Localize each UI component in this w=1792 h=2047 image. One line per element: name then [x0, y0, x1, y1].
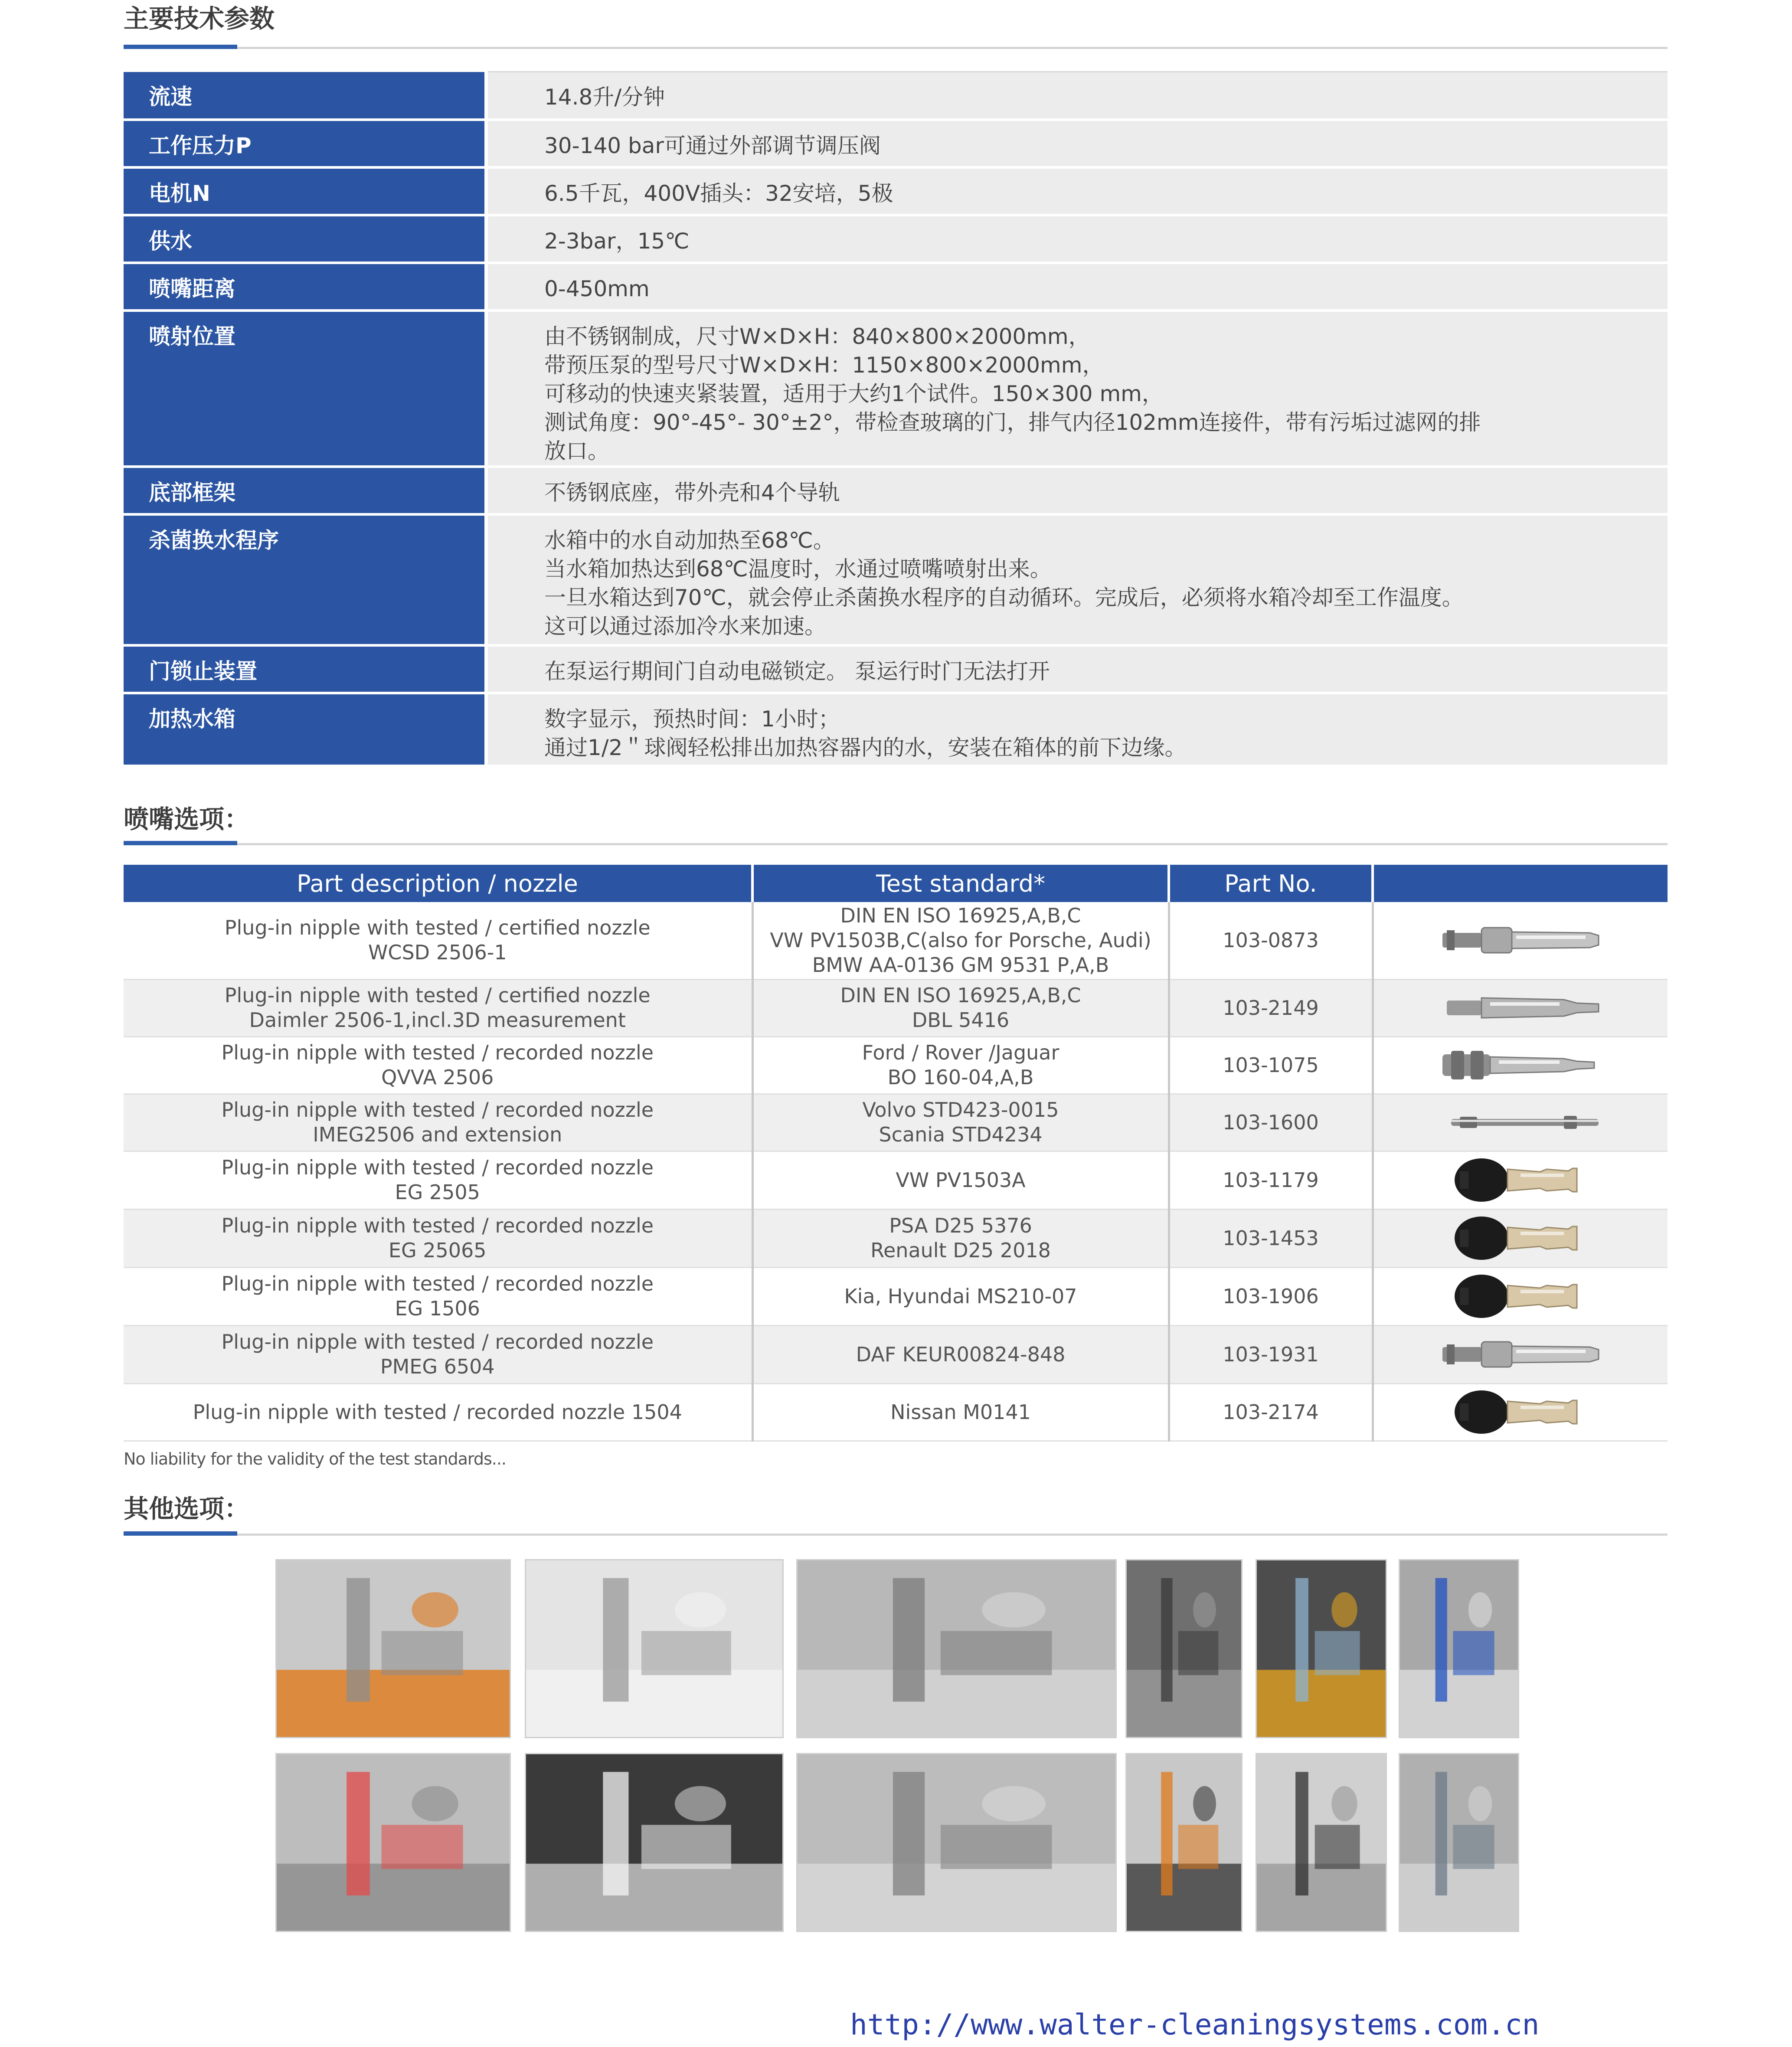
part-description-line: Plug-in nipple with tested / recorded nozzle 1504 [193, 1400, 682, 1424]
part-number-cell: 103-2174 [1169, 1383, 1373, 1441]
part-description-line: Plug-in nipple with tested / certified nozzle [224, 984, 651, 1007]
test-standard-line: Volvo STD423-0015 [862, 1098, 1059, 1122]
wheel-holder-photo [1399, 1753, 1519, 1932]
spec-table [124, 71, 1668, 767]
black-cap-nozzle-icon [1374, 1272, 1668, 1320]
part-number-cell: 103-2149 [1169, 979, 1373, 1037]
spec-row [124, 215, 1668, 263]
test-standard-cell [752, 1267, 1169, 1325]
part-number-cell: 103-1075 [1169, 1037, 1373, 1094]
black-cap-nozzle-icon [1374, 1214, 1668, 1262]
table-row [124, 1325, 1668, 1383]
spec-value-line: 通过1/2＂球阀轻松排出加热容器内的水，安装在箱体的前下边缘。 [544, 735, 1187, 760]
table-row [124, 1151, 1668, 1209]
steel-nozzle-icon [1374, 916, 1668, 964]
part-number-cell: 103-0873 [1169, 902, 1373, 979]
test-standard-line: Kia, Hyundai MS210-07 [844, 1284, 1077, 1308]
spec-value [486, 167, 1668, 215]
black-cap-nozzle-icon [1374, 1388, 1668, 1436]
table-row [124, 1037, 1668, 1094]
part-description-cell [124, 1151, 752, 1209]
test-standard-line: VW PV1503A [896, 1168, 1026, 1192]
black-cap-nozzle-icon [1374, 1156, 1668, 1204]
part-description-cell [124, 902, 752, 979]
spec-value [486, 311, 1668, 467]
extension-rod-icon [1374, 1099, 1668, 1146]
part-number-cell: 103-1179 [1169, 1151, 1373, 1209]
nozzle-image-cell [1373, 1325, 1668, 1383]
part-description-cell [124, 1209, 752, 1267]
test-standard-line: PSA D25 5376 [889, 1214, 1032, 1237]
test-standard-line: Scania STD4234 [879, 1123, 1043, 1146]
quick-nozzle-icon [1374, 1041, 1668, 1089]
test-standard-line: DBL 5416 [912, 1008, 1010, 1032]
part-number-cell: 103-1931 [1169, 1325, 1373, 1383]
spec-key: 供水 [124, 215, 486, 263]
spec-value-line: 6.5千瓦，400V插头：32安培，5极 [544, 180, 893, 206]
test-standard-cell [752, 902, 1169, 979]
laser-alignment-photo [275, 1753, 511, 1932]
col-header-part-no: Part No. [1169, 865, 1373, 902]
spec-key: 底部框架 [124, 467, 486, 514]
options-section-title: 其他选项： [124, 1494, 250, 1524]
spec-value-line: 30-140 bar可通过外部调节调压阀 [544, 133, 881, 158]
nozzle-image-cell [1373, 1151, 1668, 1209]
part-number-cell: 103-1453 [1169, 1209, 1373, 1267]
nozzle-image-cell [1373, 902, 1668, 979]
spec-title-accent [124, 45, 237, 49]
spec-value [486, 467, 1668, 514]
spec-value-line: 放口。 [544, 438, 609, 464]
preheat-pump-photo [1399, 1559, 1519, 1738]
nozzle-image-cell [1373, 1037, 1668, 1094]
footer-website-link[interactable]: http://www.walter-cleaningsystems.com.cn [850, 2008, 1540, 2041]
pump-motor-photo [525, 1559, 784, 1738]
part-description-cell [124, 1383, 752, 1441]
part-description-cell [124, 1094, 752, 1151]
turntable-fixture-photo [796, 1559, 1117, 1738]
test-standard-cell [752, 1383, 1169, 1441]
table-row [124, 1383, 1668, 1441]
spec-value-line: 当水箱加热达到68℃温度时，水通过喷嘴喷射出来。 [544, 556, 1052, 582]
spec-row [124, 467, 1668, 514]
valve-assembly-photo [1125, 1559, 1243, 1738]
part-description-line: Plug-in nipple with tested / recorded nozzle [221, 1214, 654, 1237]
spec-key: 电机N [124, 167, 486, 215]
part-description-line: EG 25065 [388, 1239, 487, 1262]
col-header-description: Part description / nozzle [124, 865, 752, 902]
part-description-line: Plug-in nipple with tested / recorded nozzle [221, 1041, 654, 1064]
spec-value-line: 这可以通过添加冷水来加速。 [544, 613, 826, 639]
part-description-line: Plug-in nipple with tested / recorded nozzle [221, 1272, 654, 1295]
spec-value-line: 在泵运行期间门自动电磁锁定。 泵运行时门无法打开 [544, 658, 1050, 684]
nozzle-image-cell [1373, 1094, 1668, 1151]
nozzle-section-title: 喷嘴选项： [124, 804, 250, 834]
spec-row [124, 120, 1668, 167]
test-standard-cell [752, 1037, 1169, 1094]
spec-row [124, 72, 1668, 120]
test-standard-cell [752, 1151, 1169, 1209]
table-row [124, 1094, 1668, 1151]
spec-value [486, 514, 1668, 645]
test-standard-cell [752, 1325, 1169, 1383]
part-number-cell: 103-1600 [1169, 1094, 1373, 1151]
spec-row [124, 263, 1668, 311]
spec-value-line: 2-3bar，15℃ [544, 228, 690, 254]
spec-row [124, 645, 1668, 693]
nozzle-image-cell [1373, 979, 1668, 1037]
test-standard-line: BMW AA-0136 GM 9531 P,A,B [812, 953, 1109, 977]
spray-nozzle-photo [1256, 1559, 1387, 1738]
nozzle-table [124, 865, 1668, 1442]
nozzle-table-header-row [124, 865, 1668, 902]
part-description-line: Plug-in nipple with tested / certified nozzle [224, 916, 651, 940]
test-standard-cell [752, 979, 1169, 1037]
spec-row [124, 311, 1668, 467]
nozzle-title-rule [124, 843, 1668, 845]
disclaimer-note: No liability for the validity of the test standards... [124, 1449, 507, 1468]
table-row [124, 979, 1668, 1037]
spec-value [486, 263, 1668, 311]
part-description-line: Plug-in nipple with tested / recorded nozzle [221, 1098, 654, 1122]
nozzle-holder-photo [1125, 1753, 1243, 1932]
table-row [124, 1267, 1668, 1325]
spec-value-line: 不锈钢底座，带外壳和4个导轨 [544, 480, 840, 505]
part-description-line: Plug-in nipple with tested / recorded nozzle [221, 1156, 654, 1179]
part-description-cell [124, 979, 752, 1037]
col-header-image [1373, 865, 1668, 902]
spec-key: 喷嘴距离 [124, 263, 486, 311]
spec-title-rule [124, 47, 1668, 49]
spec-value-line: 测试角度：90°-45°- 30°±2°，带检查玻璃的门，排气内径102mm连接件，带有污垢过滤网的排 [544, 409, 1481, 435]
spec-value-line: 一旦水箱达到70℃，就会停止杀菌换水程序的自动循环。完成后，必须将水箱冷却至工作温度。 [544, 585, 1464, 610]
spec-value [486, 215, 1668, 263]
part-description-cell [124, 1267, 752, 1325]
test-standard-line: Renault D25 2018 [870, 1239, 1051, 1262]
nozzle-image-cell [1373, 1209, 1668, 1267]
spec-row [124, 167, 1668, 215]
nozzle-image-cell [1373, 1383, 1668, 1441]
part-description-line: IMEG2506 and extension [313, 1123, 562, 1146]
spec-value [486, 72, 1668, 120]
test-standard-line: Ford / Rover /Jaguar [862, 1041, 1060, 1064]
spec-key: 工作压力P [124, 120, 486, 167]
part-description-cell [124, 1325, 752, 1383]
options-title-accent [124, 1531, 237, 1536]
table-row [124, 902, 1668, 979]
spec-key: 加热水箱 [124, 693, 486, 766]
filter-bag-photo [525, 1753, 784, 1932]
part-description-line: EG 2505 [395, 1180, 480, 1204]
spec-key: 流速 [124, 72, 486, 120]
nozzle-image-cell [1373, 1267, 1668, 1325]
spec-row [124, 693, 1668, 766]
spec-value [486, 693, 1668, 766]
spec-row [124, 514, 1668, 645]
spec-value [486, 645, 1668, 693]
spec-value-line: 数字显示，预热时间：1小时； [544, 706, 840, 732]
test-standard-line: DIN EN ISO 16925,A,B,C [840, 984, 1081, 1007]
spec-value-line: 可移动的快速夹紧装置，适用于大约1个试件。150×300 mm， [544, 381, 1164, 406]
part-description-line: Plug-in nipple with tested / recorded nozzle [221, 1330, 654, 1354]
part-description-cell [124, 1037, 752, 1094]
part-description-line: WCSD 2506-1 [368, 941, 507, 965]
spec-value-line: 0-450mm [544, 276, 650, 301]
part-description-line: QVVA 2506 [381, 1066, 494, 1089]
perforated-table-photo [796, 1753, 1117, 1932]
spec-key: 喷射位置 [124, 311, 486, 467]
nozzle-title-accent [124, 841, 237, 845]
test-standard-line: Nissan M0141 [890, 1400, 1031, 1424]
spec-section-title: 主要技术参数 [124, 4, 275, 33]
part-number-cell: 103-1906 [1169, 1267, 1373, 1325]
long-nozzle-icon [1374, 984, 1668, 1032]
col-header-standard: Test standard* [752, 865, 1169, 902]
options-title-rule [124, 1534, 1668, 1536]
test-standard-line: DAF KEUR00824-848 [856, 1342, 1066, 1366]
spec-value-line: 带预压泵的型号尺寸W×D×H：1150×800×2000mm， [544, 352, 1104, 378]
clamp-fixture-photo [275, 1559, 511, 1738]
chamber-interior-photo [1256, 1753, 1387, 1932]
test-standard-line: BO 160-04,A,B [887, 1066, 1034, 1089]
test-standard-line: VW PV1503B,C(also for Porsche, Audi) [770, 928, 1151, 952]
spec-value-line: 14.8升/分钟 [544, 85, 665, 110]
part-description-line: Daimler 2506-1,incl.3D measurement [249, 1008, 626, 1032]
steel-nozzle-icon [1374, 1331, 1668, 1378]
test-standard-cell [752, 1209, 1169, 1267]
test-standard-cell [752, 1094, 1169, 1151]
test-standard-line: DIN EN ISO 16925,A,B,C [840, 903, 1081, 927]
spec-value [486, 120, 1668, 167]
spec-key: 杀菌换水程序 [124, 514, 486, 645]
table-row [124, 1209, 1668, 1267]
spec-key: 门锁止装置 [124, 645, 486, 693]
part-description-line: EG 1506 [395, 1297, 480, 1320]
spec-value-line: 水箱中的水自动加热至68℃。 [544, 527, 835, 553]
part-description-line: PMEG 6504 [380, 1355, 495, 1378]
spec-value-line: 由不锈钢制成，尺寸W×D×H：840×800×2000mm， [544, 324, 1090, 349]
